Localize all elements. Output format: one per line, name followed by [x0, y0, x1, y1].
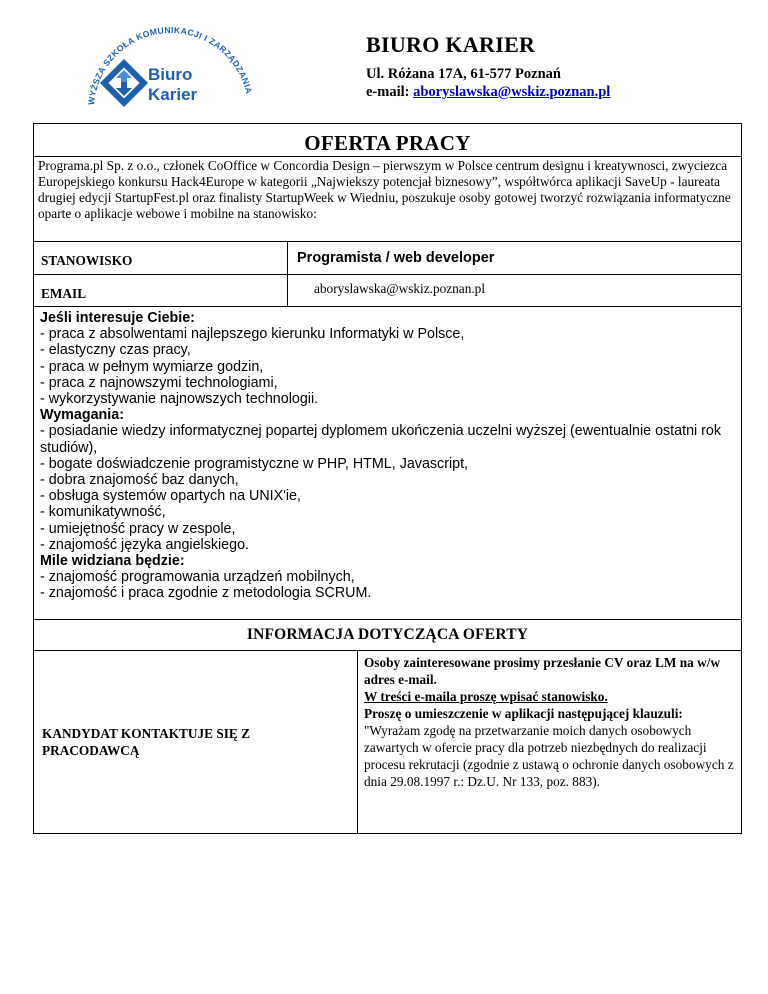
- logo-line-2: Karier: [148, 85, 198, 104]
- list-item: - elastyczny czas pracy,: [40, 342, 191, 359]
- divider: [34, 650, 741, 651]
- org-email-line: [366, 84, 610, 101]
- biuro-karier-logo: [80, 10, 260, 125]
- interests-heading: Jeśli interesuje Ciebie:: [40, 310, 195, 326]
- list-item: - praca z najnowszymi technologiami,: [40, 374, 278, 391]
- list-item: - dobra znajomość baz danych,: [40, 472, 239, 489]
- position-value: Programista / web developer: [297, 250, 495, 266]
- divider: [34, 274, 741, 275]
- divider: [34, 306, 741, 307]
- subject-note: W treści e-maila proszę wpisać stanowisko.: [364, 689, 608, 704]
- list-item: - umiejętność pracy w zespole,: [40, 520, 236, 537]
- cv-request: Osoby zainteresowane prosimy przesłanie CV oraz LM na w/w adres e-mail.: [364, 655, 721, 687]
- list-item: - znajomość i praca zgodnie z metodologia SCRUM.: [40, 585, 372, 602]
- list-item: - wykorzystywanie najnowszych technologii.: [40, 391, 319, 408]
- consent-clause: "Wyrażam zgodę na przetwarzanie moich danych osobowych zawartych w ofercie pracy dla potrzeb niezbędnych do realizacji procesu rekrutacji (zgodnie z ustawą o ochronie danych osobowych z dnia 29.08.1997 r.: Dz.U. Nr 133, poz. 883).: [364, 723, 734, 789]
- contact-label: KANDYDAT KONTAKTUJE SIĘ Z PRACODAWCĄ: [42, 726, 250, 758]
- list-item: - posiadanie wiedzy informatycznej popartej dyplomem ukończenia uczelni wyższej (ewentualnie ostatni rok studiów),: [40, 423, 722, 456]
- offer-table: [33, 123, 742, 834]
- list-item: - praca w pełnym wymiarze godzin,: [40, 358, 264, 375]
- info-title: INFORMACJA DOTYCZĄCA OFERTY: [246, 626, 529, 643]
- list-item: - bogate doświadczenie programistyczne w PHP, HTML, Javascript,: [40, 455, 469, 472]
- list-item: - znajomość programowania urządzeń mobilnych,: [40, 569, 355, 586]
- org-address: Ul. Różana 17A, 61-577 Poznań: [366, 66, 561, 82]
- list-item: - komunikatywność,: [40, 504, 166, 521]
- email-label: EMAIL: [41, 286, 87, 301]
- offer-title: OFERTA PRACY: [304, 131, 471, 155]
- divider: [357, 650, 358, 833]
- offer-details: [40, 310, 735, 602]
- org-title: BIURO KARIER: [366, 32, 536, 57]
- list-item: - obsługa systemów opartych na UNIX'ie,: [40, 488, 301, 505]
- org-email-label: e-mail:: [366, 84, 410, 100]
- logo-arc-text: WYŻSZA SZKOŁA KOMUNIKACJI I ZARZĄDZANIA: [86, 24, 255, 106]
- list-item: - praca z absolwentami najlepszego kierunku Informatyki w Polsce,: [40, 326, 465, 343]
- logo-line-1: Biuro: [148, 65, 193, 84]
- nice-to-have-heading: Mile widziana będzie:: [40, 553, 185, 570]
- list-item: - znajomość języka angielskiego.: [40, 536, 249, 553]
- requirements-heading: Wymagania:: [40, 407, 124, 424]
- offer-intro: Programa.pl Sp. z o.o., członek CoOffice w Concordia Design – pierwszym w Polsce centrum designu i kreatywnosci, zwyciezca Europejskiego konkursu Hack4Europe w kategorii „Najwiekszy potencjał biznesowy”, współtwórca aplikacji SaveUp - laureata drugiej edycji StartupFest.pl oraz finalisty StartupWeek w Wiedniu, poszukuje osoby gotowej tworzyć rozwiązania informatyczne oparte o aplikacje webowe i mobilne na stanowisko:: [38, 158, 731, 221]
- divider: [34, 619, 741, 620]
- contact-info: [364, 654, 736, 790]
- email-value: aboryslawska@wskiz.poznan.pl: [314, 281, 486, 296]
- divider: [34, 156, 741, 157]
- clause-request: Proszę o umieszczenie w aplikacji następującej klauzuli:: [364, 706, 683, 721]
- position-label: STANOWISKO: [41, 253, 133, 268]
- divider: [34, 241, 741, 242]
- org-email-link[interactable]: aboryslawska@wskiz.poznan.pl: [413, 84, 611, 100]
